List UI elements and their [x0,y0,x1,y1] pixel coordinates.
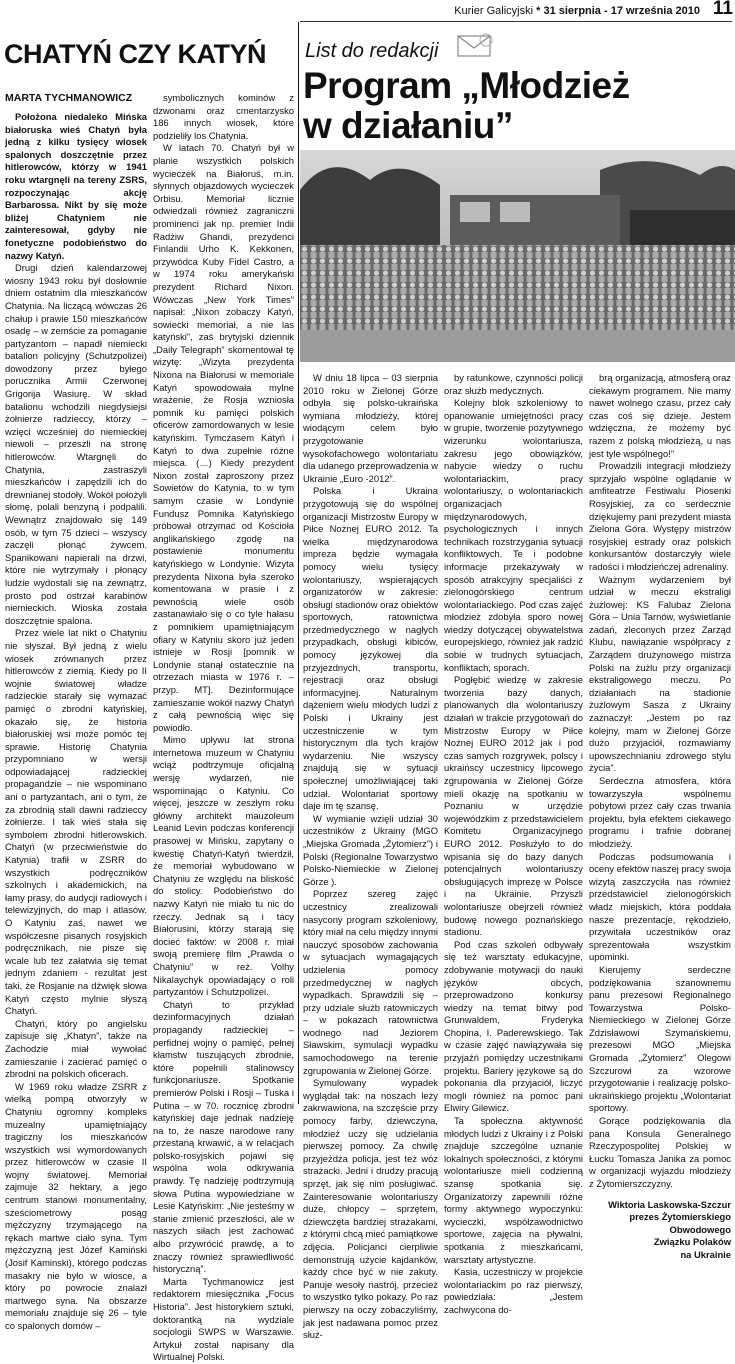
paragraph: Kasia, uczestniczy w projekcie wolontariackim po raz pierwszy, powiedziała: „Jestem zachwycona do- [444,1266,583,1315]
issue-dates: 31 sierpnia - 17 września 2010 [543,5,700,17]
column-divider [298,22,299,1104]
envelope-icon [452,30,498,62]
paragraph: W wymianie wzięli udział 30 uczestników z Ukrainy (MGO „Miejska Gromada „Żytomierz”) i Polski (Regionalne Towarzystwo Polsko-Niemieckie w Zielonej Górze ). [303,812,438,887]
letters-kicker: List do redakcji [305,40,439,62]
paper-name: Kurier Galicyjski [454,5,534,17]
title-line-1: Program „Młodzież [303,65,630,106]
page-header [300,0,732,22]
signature-line: Wiktoria Laskowska-Szczur [608,1198,731,1210]
paragraph: Chatyń, który po angielsku zapisuje się „Khatyn”, także na Zachodzie miał wywołać zamieszanie i zacierać pamięć o zbrodni na polskich oficerach. [5,1017,147,1080]
left-article-title: CHATYŃ CZY KATYŃ [4,39,266,69]
right-article-column-2 [444,372,583,1315]
paragraph: Kolejny blok szkoleniowy to opanowanie umiejętności pracy w grupie, tworzenie pozytywnego wizerunku wolontariusza, zakresu jego obowiązków, nabycie wiedzy o ruchu wolontariackim, pracy wolontariuszy, o wolontariackich organizacjach międzynarodowych, psychologicznych i innych technikach rozstrzygania sytuacji konfliktowych. Te i podobne informacje przekazywały w sposób atrakcyjny specjaliści z zielonogórskiego centrum wolontariackiego. Pod czas zajęć młodzież zdobyła sporo nowej wiedzy dotyczącej obywatelstwa europejskiego, również jak radzić sobie w trudnych sytuacjach, konfliktach, sporach. [444,397,583,673]
paragraph: symbolicznych kominów z dzwonami oraz cmentarzysko 186 innych wiosek, które podzieliły los Chatynia. [153,92,294,141]
paragraph: W 1969 roku władze ZSRR z wielką pompą otworzyły w Chatyniu ogromny kompleks muzealny upamiętniający tragiczny los mieszkańców wszystkich wsi wymordowanych przez hitlerowców w czasie II wojny światowej. Memoriał zajmuje 32 hektary, a jego centrum stanowi monumentalny, sześciometrowy posąg mężczyzny trzymającego na rękach martwe ciało syna. Tym mężczyzną jest Józef Kamiński (Josif Kaminski), którego podczas masakry nie było w wiosce, a który po powrocie znalazł martwego syna. Na obszarze memoriału znajduje się 26 – tyle co spalonych domów – [5,1080,147,1331]
signature-line: na Ukrainie [680,1248,731,1260]
left-article-column-1 [5,111,147,1331]
signature-line: Związku Polaków [653,1236,731,1248]
right-article-column-1 [303,372,438,1341]
article-lead: Położona niedaleko Mińska białoruska wieś Chatyń była jedną z kilku tysięcy wiosek spalonych doszczętnie przez hitlerowców, którzy w 1941 roku wtargnęli na tereny ZSRS, rozpoczynając akcję Barbarossa. Nikt by się może bliżej Chatyniem nie zainteresował, gdyby nie fonetyczne podobieństwo do nazwy Katyń. [5,111,147,261]
paragraph: Gorące podziękowania dla pana Konsula Generalnego Rzeczypospolitej Polskiej w Łucku Tomasza Janika za pomoc w organizacji wyjazdu młodzieży z Żytomierszczyzny. [589,1115,731,1189]
paragraph: Serdeczna atmosfera, która towarzyszyła wspólnemu pobytowi przez cały czas trwania projektu, była efektem ciekawego programu i trafnie dobranej młodzieży. [589,775,731,849]
right-article-title [303,66,630,146]
header-separator: * [533,5,544,17]
paragraph: Mimo upływu lat strona internetowa muzeum w Chatyniu wciąż podtrzymuje oficjalną wersję wydarzeń, nie wspominając o Katyniu. Co więcej, jeszcze w zeszłym roku główny architekt mauzoleum Leanid Levin podczas konferencji prasowej w Mińsku, zapytany o kwestię Chatyń-Katyń twierdził, że memoriał wybudowano w Chatyniu ze względu na bliskość do stolicy. Podobieństwo do nazwy Katyń nie miało tu nic do rzeczy. Jednak są i tacy Białorusini, którzy starają się docieć faktów: w 2008 r. miał swoją premierę film „Prawda o Chatyniu” w reż. Volhy Nikalaychyk opowiadający o roli partyzantów i Schutzpolizei. [153,734,294,998]
paragraph: Polska i Ukraina przygotowują się do wspólnej organizacji Mistrzostw Europy w Piłce Nożnej EURO 2012. Ta wielka międzynarodowa impreza będzie wymagała pomocy wielu tysięcy wolontariuszy, wspierających organizatorów w zakresie: obsługi stadionów oraz obiektów sportowych, ratownictwa przedmedycznego w nagłych przypadkach, obsługi kibiców, pomocy językowej dla przyjezdnych, transportu, rejestracji oraz obsługi informacyjnej. Naturalnym dążeniem wielu młodych ludzi z Polski i Ukrainy jest uczestniczenie w tym historycznym dla tych krajów wydarzeniu. Nie wszyscy znajdują się w sytuacji społecznej umożliwiającej taki udział. Wolontariat sportowy daje im tę szansę. [303,485,438,812]
signature-line: prezes Żytomierskiego [629,1211,731,1223]
group-photo [300,150,735,362]
paragraph: Chatyń to przykład dezinformacyjnych działań propagandy radzieckiej – perfidnej wojny o pamięć, pełnej kłamstw tuszujących zbrodnie, które popełnili stalinowscy funkcjonariusze. Spotkanie premierów Polski i Rosji – Tuska i Putina – w 70. rocznicę zbrodni katyńskiej daje jednak nadzieję na to, że nasze narodowe rany przestaną krwawić, a w relacjach polsko-rosyjskich pojawi się wspólna wola odkrywania prawdy. Tę nadzieję podtrzymują słowa Putina wypowiedziane w Lesie Katyńskim: „Nie jesteśmy w stanie zmienić przeszłości, ale w naszych siłach jest zachować albo przywrócić prawdę, a to znaczy również sprawiedliwość historyczną”. [153,998,294,1275]
paragraph: Kierujemy serdeczne podziękowania szanownemu panu prezesowi Regionalnego Towarzystwa Polsko-Niemieckiego w Zielonej Górze Zdzisławowi Szymańskiemu, prezesowi MGO „Miejska Gromada „Żytomierz” Olegowi Szczurowi za wzorowe przygotowanie i realizację polsko-ukraińskiego projektu „Wolontariat sportowy. [589,963,731,1114]
page-number: 11 [712,0,733,19]
left-article-author: MARTA TYCHMANOWICZ [5,92,133,104]
left-article-column-2 [153,92,294,1363]
author-note: Marta Tychmanowicz jest redaktorem miesięcznika „Focus Historia”. Jest historykiem sztuki, doktorantką na wydziale socjologii SWPS w Warszawie. Artykuł został napisany dla Wirtualnej Polski. [153,1275,294,1363]
paragraph: Podczas podsumowania i oceny efektów naszej pracy swoja wizytą zaszczyciła nas również przedstawiciel zielonogórskich władz miejskich, która poddała nasze prezentacje, rękodzieło, przywitała uczestników oraz sprezentowała wszystkim upominki. [589,850,731,963]
paragraph: Symulowany wypadek wyglądał tak: na noszach leży zakrwawiona, na szczęście przy pomocy farby, dziewczyna, młodzież uczy się udzielania pierwszej pomocy. Za chwilę przyjeżdża policja, jest też wóz strażacki. Jedni i drudzy pracują sprzęt, jak się nim posługiwać. Zainteresowanie wolontariuszy duże, chłopcy – sprzętem, dziewczęta bardziej strażakami, z którymi chcą mieć pamiątkowe zdjęcia. Policjanci cierpliwie demonstrują użycie kajdanków, każdy chce być w nie zakuty. Panuje wesoły nastrój, przecież to wszystko tylko pokazy. Po raz pierwszy na oczy zobaczyliśmy, jak jest nadawana pomoc przez służ- [303,1077,438,1341]
paragraph: Pogłębić wiedzę w zakresie tworzenia bazy danych, planowanych dla wolontariuszy działań w trakcie przygotowań do Mistrzostw Europy w Piłce Nożnej EURO 2012 jak i pod czas samych rozgrywek, polscy i ukraińscy uczestnicy lipcowego zgrupowania w Zielonej Górze mieli okazję na spotkaniu w Poznaniu w urzędzie wojewódzkim z przedstawicielem Komitetu Organizacyjnego EURO 2012. Posłużyło to do wpisania się do bazy danych potencjalnych wolontariuszy obsługujących imprezę w Polsce i na Ukrainie. Przyszli wolontariusze obejrzeli również budowę nowego poznańskiego stadionu. [444,674,583,938]
paragraph: W dniu 18 lipca – 03 sierpnia 2010 roku w Zielonej Górze odbyła się polsko-ukraińska wymiana młodzieży, której wiodącym celem było przygotowanie wysokofachowego wolontariatu dla udanego przeprowadzenia w Ukrainie „Euro -2012”. [303,372,438,484]
paragraph: Pod czas szkoleń odbywały się też warsztaty edukacyjne, zdobywanie motywacji do nauki języków obcych, przeprowadzono konkursy wiedzy na temat bitwy pod Grunwaldem, Fryderyka Chopina, I. Paderewskiego. Tak w czasie zajęć nawiązywała się przyjaźń pomiędzy uczestnikami projektu. Bariery językowe są do pokonania dla przyjaciół, liczyć mogli również na pomoc pani Elwiry Gilewicz. [444,938,583,1114]
right-article-column-3 [589,372,731,1260]
paragraph: brą organizacją, atmosferą oraz ciekawym programem. Nie mamy nawet wolnego czasu, przez cały czas coś się dzieje. Jestem wdzięczna, że możemy być razem z polską młodzieżą, u nas jest tyle wspólnego!” [589,372,731,459]
paragraph: Ta społeczna aktywność młodych ludzi z Ukrainy i z Polski znajduje szczególne uznanie lokalnych społeczności, z którymi wolontariusze mieli codzienną szansę spotkania się. Organizatorzy zapewnili różne formy aktywnego wypoczynku: wycieczki, współzawodnictwo sportowe, zajęcia na pływalni, spotkania z mieszkańcami, warsztaty artystyczne. [444,1115,583,1265]
signature-line: Obwodowego [669,1223,731,1235]
paragraph: W latach 70. Chatyń był w planie wszystkich polskich wycieczek na Białoruś, m.in. słynnych objazdowych wycieczek Orbisu. Memoriał licznie odwiedzali również zagraniczni prominenci jak np. premier Indii Radżiw Ghandi, prezydenci Finlandii Urho K. Kekkonen, przywódca Kuby Fidel Castro, a w 1974 roku amerykański prezydent Richard Nixon. Wówczas „New York Times” napisał: „Nixon zobaczy Katyń, sowiecki memoriał, a nie las katyński”, zaś brytyjski dziennik „Daily Telegraph” skomentował tę wizytę: „Wizyta prezydenta Nixona na Białorusi w memoriale Katyń spowodowała mylne wrażenie, że Rosja wzniosła pomnik ku pamięci polskich oficerów zamordowanych w lesie katyńskim. Tymczasem Katyń i Katyń to dwa zupełnie różne miejsca. (…) Kiedy prezydent Nixon został zaproszony przez Sowietów do Katynia, to w tym samym czasie w Londynie Fundusz Pomnika Katyńskiego próbował otrzymać od Kościoła anglikańskiego zgodę na postawienie monumentu katyńskiego w Londynie. Wizyta prezydenta Nixona była szeroko komentowana w prasie i z pewnością wiele osób zastanawiało się o co tyle hałasu z pomnikiem upamiętniającym ofiary w Katyniu skoro już jeden istnieje w Rosji [pomnik w Londynie stanął ostatecznie na otrzezach miasta w 1976 r. – przyp. MT]. Dezinformujące zamieszanie wokół nazwy Chatyń z całą pewnością więc się powiodło. [153,142,294,733]
paragraph: Poprzez szereg zajęć uczestnicy zrealizowali nasycony program szkoleniowy, który miał na celu między innymi nauczyć sposobów zachowania w sytuacjach wymagających udzielenia pomocy przedmedycznej w nagłych wypadkach. Sprawdzili się – przy udziale służb ratowniczych – w pokazach ratownictwa wodnego nad Jeziorem Sławskim, symulacji wypadku samochodowego na terenie zgrupowania w Zielonej Górze. [303,888,438,1076]
title-line-2: w działaniu” [303,105,513,146]
paragraph: Prowadzili integracji młodzieży sprzyjało wspólne oglądanie w amfiteatrze Festiwalu Piosenki Rosyjskiej, za co serdecznie dziękujemy pani prezydent miasta Zielona Góra. Występy mistrzów rosyjskiej estrady oraz polskich konkursantów dostarczyły wiele radości i młodzieńczej adrenaliny. [589,460,731,572]
paragraph: Drugi dzień kalendarzowej wiosny 1943 roku był dosłownie dniem ostatnim dla mieszkańców Chatynia. Na liczącą wówczas 26 chałup i prawie 150 mieszkańców osadę – w zemście za pomaganie partyzantom – napadł niemiecki batalion policyjny (Schutzpolizei) dowodzony przez byłego porucznika Armii Czerwonej Grigorija Wasiurę. W skład batalionu wchodzili niegdysiejsi żołnierze radzieccy, którzy – wzięci wcześniej do niemieckiej niewoli – przeszli na stronę hitlerowców. Wtargnęli do Chatynia, zastraszyli mieszkańców i zapędzili ich do drewnianej stodoły. Wokół położyli słomę, polali benzyną i podpalili. Wewnątrz znajdowało się 149 osób, w tym 75 dzieci – wszyscy zaczęli płonąć żywcem. Spanikowani napierali na drzwi, które nie wytrzymały i płonący ludzie wydostali się na zewnątrz, prosto pod ostrzał karabinów niemieckich. Wioska została doszczętnie spalona. [5,262,147,626]
paragraph: by ratunkowe, czynności policji oraz służb medycznych. [444,372,583,396]
paragraph: Przez wiele lat nikt o Chatyniu nie słyszał. Był jedną z wielu wiosek zrównanych przez hitlerowców z ziemią. Kiedy po II wojnie światowej władze radzieckie starały się wymazać pamięć o zbrodni katyńskiej, okazało się, że historia białoruskiej wsi może pomóc tej sprawie. Historię Chatynia przypomniano w wersji odpowiadającej radzieckiej propagandzie – nie wspominano ani o partyzantach, ani o tym, że za zbrodnią stali dawni radzieccy żołnierze. I tak wieś stała się symbolem zbrodni hitlerowskich. Chatyń (w przeciwieństwie do Katynia) trafił w ZSRR do wszystkich podręczników szkolnych i akademickich, na łamy prasy, do audycji radiowych i telewizyjnych, do map i atlasów. O Katyniu zaś, nawet we współczesne pisanych rosyjskich podręcznikach, nie pisze się wcale lub też załatwia się temat jednym zdaniem - rezultat jest taki, że Rosjanie na dźwięk słowa Katyń często mylnie słyszą Chatyń. [5,627,147,1017]
paragraph: Ważnym wydarzeniem był udział w meczu ekstraligi żużlowej: KS Falubaz Zielona Góra – Unia Tarnów, wyświetlanie zadań, zleconych przez Zarząd Klubu, nawiązanie współpracy z Zarządem drużynowego mistrza Polski na żużlu przy organizacji ekstraligowego meczu. Po działaniach na stadionie żużlowym Sasza z Ukrainy zaznaczył: „Jestem po raz kolejny, mam w Zielonej Górze dużo przyjaciół, rozmawiamy upowszechnianiu zdrowego stylu życia”. [589,573,731,774]
